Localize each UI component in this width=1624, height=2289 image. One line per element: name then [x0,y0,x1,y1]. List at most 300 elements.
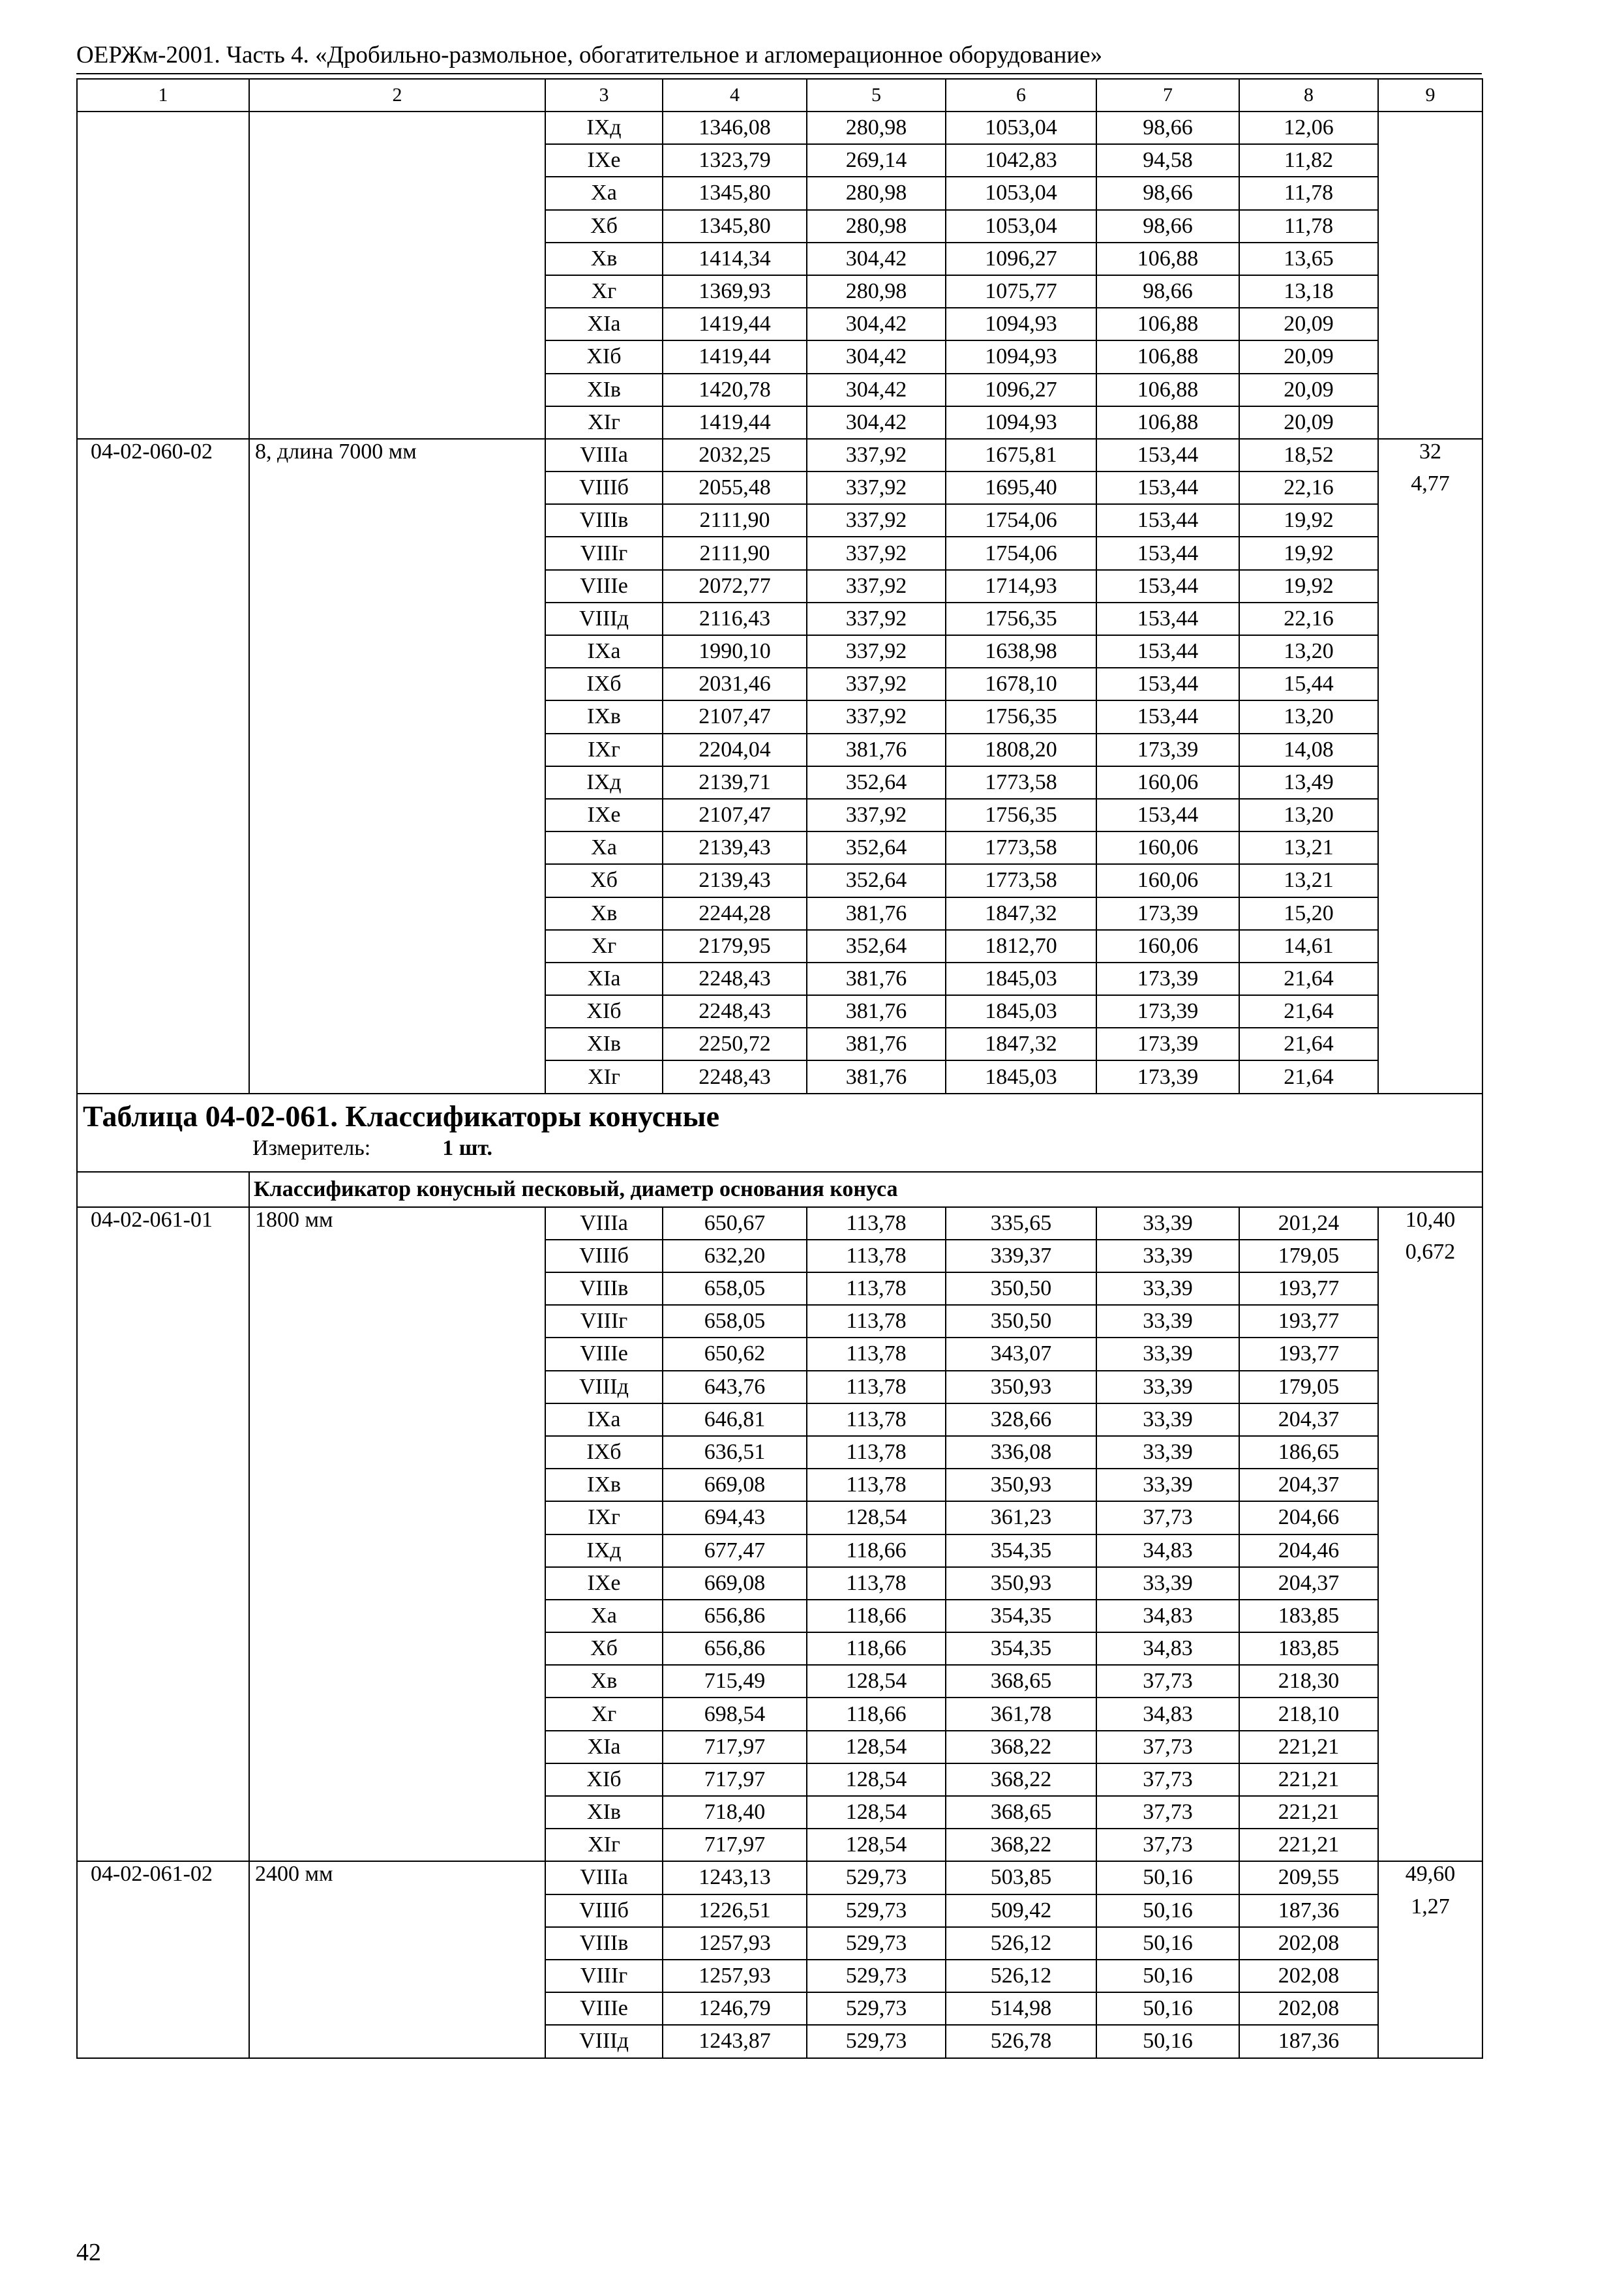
value-cell: 128,54 [807,1731,946,1763]
value-cell: 11,78 [1239,177,1378,209]
value-cell: 337,92 [807,635,946,668]
value-cell: 106,88 [1096,406,1239,439]
value-cell: 50,16 [1096,1861,1239,1894]
value-cell: 33,39 [1096,1240,1239,1272]
column9-empty [1378,1927,1482,1960]
value-cell: 526,12 [946,1927,1096,1960]
zone-cell: VIIIг [545,537,663,569]
zone-cell: Xб [545,864,663,897]
zone-cell: VIIIд [545,603,663,635]
value-cell: 2055,48 [663,471,807,504]
column9-empty [1378,1632,1482,1665]
value-cell: 1226,51 [663,1894,807,1927]
column9-empty [1378,1960,1482,1992]
value-cell: 1638,98 [946,635,1096,668]
subheading: Классификатор конусный песковый, диаметр основания конуса [249,1172,1482,1207]
value-cell: 173,39 [1096,963,1239,995]
value-cell: 1419,44 [663,308,807,340]
value-cell: 304,42 [807,243,946,275]
value-cell: 1845,03 [946,995,1096,1028]
column9-empty [1378,1992,1482,2025]
resource-table [76,78,1483,2059]
value-cell: 33,39 [1096,1403,1239,1436]
value-cell: 717,97 [663,1829,807,1861]
value-cell: 650,62 [663,1338,807,1370]
item-description: 2400 мм [249,1861,545,2057]
value-cell: 337,92 [807,799,946,831]
value-cell: 1678,10 [946,668,1096,700]
value-cell: 337,92 [807,668,946,700]
value-cell: 204,37 [1239,1403,1378,1436]
column9-empty [1378,210,1482,243]
zone-cell: IXв [545,1469,663,1501]
value-cell: 1754,06 [946,537,1096,569]
value-cell: 381,76 [807,897,946,930]
value-cell: 336,08 [946,1436,1096,1469]
value-cell: 717,97 [663,1731,807,1763]
column9-empty [1378,1600,1482,1632]
value-cell: 13,21 [1239,831,1378,864]
table-row [77,112,1482,144]
value-cell: 173,39 [1096,734,1239,766]
value-cell: 529,73 [807,1927,946,1960]
value-cell: 1773,58 [946,766,1096,799]
column9-empty [1378,1338,1482,1370]
value-cell: 160,06 [1096,831,1239,864]
value-cell: 21,64 [1239,995,1378,1028]
column9-empty [1378,963,1482,995]
column-number: 2 [249,79,545,112]
value-cell: 160,06 [1096,930,1239,963]
column9-empty [1378,1501,1482,1534]
value-cell: 50,16 [1096,1960,1239,1992]
value-cell: 1773,58 [946,864,1096,897]
column9-empty [1378,668,1482,700]
value-cell: 352,64 [807,831,946,864]
value-cell: 1847,32 [946,897,1096,930]
value-cell: 1096,27 [946,374,1096,406]
zone-cell: XIа [545,1731,663,1763]
zone-cell: IXе [545,1567,663,1600]
table-title: Таблица 04-02-061. Классификаторы конусные [83,1099,720,1133]
value-cell: 2248,43 [663,1060,807,1093]
value-cell: 354,35 [946,1534,1096,1567]
value-cell: 1257,93 [663,1927,807,1960]
value-cell: 1990,10 [663,635,807,668]
value-cell: 20,09 [1239,308,1378,340]
value-cell: 209,55 [1239,1861,1378,1894]
item-code: 04-02-061-01 [77,1207,249,1862]
value-cell: 33,39 [1096,1567,1239,1600]
value-cell: 361,78 [946,1698,1096,1730]
value-cell: 13,21 [1239,864,1378,897]
value-cell: 1756,35 [946,603,1096,635]
value-cell: 113,78 [807,1469,946,1501]
value-cell: 1094,93 [946,340,1096,373]
column9-value [1378,112,1482,144]
value-cell: 350,93 [946,1371,1096,1403]
zone-cell: VIIIе [545,1338,663,1370]
column9-value: 0,672 [1378,1240,1482,1272]
zone-cell: Xв [545,897,663,930]
zone-cell: Xв [545,243,663,275]
zone-cell: XIг [545,1829,663,1861]
value-cell: 13,20 [1239,700,1378,733]
zone-cell: VIIIб [545,1894,663,1927]
value-cell: 636,51 [663,1436,807,1469]
column9-empty [1378,374,1482,406]
zone-cell: VIIIв [545,504,663,537]
value-cell: 153,44 [1096,700,1239,733]
item-code: 04-02-060-02 [77,439,249,1094]
value-cell: 12,06 [1239,112,1378,144]
zone-cell: Xг [545,1698,663,1730]
column9-empty [1378,799,1482,831]
value-cell: 113,78 [807,1436,946,1469]
value-cell: 113,78 [807,1240,946,1272]
value-cell: 352,64 [807,766,946,799]
zone-cell: Xб [545,1632,663,1665]
value-cell: 221,21 [1239,1796,1378,1829]
value-cell: 106,88 [1096,340,1239,373]
value-cell: 503,85 [946,1861,1096,1894]
value-cell: 381,76 [807,963,946,995]
value-cell: 650,67 [663,1207,807,1240]
value-cell: 352,64 [807,930,946,963]
zone-cell: XIа [545,963,663,995]
value-cell: 335,65 [946,1207,1096,1240]
value-cell: 304,42 [807,374,946,406]
column9-empty [1378,766,1482,799]
column9-value [1378,144,1482,177]
zone-cell: VIIIв [545,1272,663,1305]
zone-cell: VIIIа [545,1861,663,1894]
value-cell: 106,88 [1096,243,1239,275]
value-cell: 1257,93 [663,1960,807,1992]
column9-empty [1378,930,1482,963]
value-cell: 128,54 [807,1665,946,1698]
value-cell: 98,66 [1096,275,1239,308]
unit-line [83,1135,1477,1162]
value-cell: 656,86 [663,1600,807,1632]
value-cell: 350,50 [946,1305,1096,1338]
value-cell: 193,77 [1239,1272,1378,1305]
value-cell: 33,39 [1096,1272,1239,1305]
column9-empty [1378,2025,1482,2057]
column-number: 3 [545,79,663,112]
value-cell: 280,98 [807,112,946,144]
zone-cell: Xв [545,1665,663,1698]
item-description: 1800 мм [249,1207,545,1862]
column9-empty [1378,1272,1482,1305]
value-cell: 1246,79 [663,1992,807,2025]
value-cell: 1345,80 [663,177,807,209]
zone-cell: VIIIв [545,1927,663,1960]
value-cell: 2179,95 [663,930,807,963]
value-cell: 113,78 [807,1371,946,1403]
value-cell: 20,09 [1239,340,1378,373]
value-cell: 2107,47 [663,799,807,831]
value-cell: 106,88 [1096,308,1239,340]
zone-cell: Xа [545,831,663,864]
item-code [77,112,249,439]
value-cell: 526,78 [946,2025,1096,2057]
column-number: 1 [77,79,249,112]
value-cell: 2204,04 [663,734,807,766]
column9-empty [1378,635,1482,668]
value-cell: 1323,79 [663,144,807,177]
value-cell: 2111,90 [663,504,807,537]
value-cell: 1845,03 [946,1060,1096,1093]
value-cell: 218,30 [1239,1665,1378,1698]
value-cell: 337,92 [807,504,946,537]
column9-empty [1378,1060,1482,1093]
value-cell: 2248,43 [663,963,807,995]
zone-cell: XIб [545,1763,663,1796]
value-cell: 526,12 [946,1960,1096,1992]
value-cell: 187,36 [1239,1894,1378,1927]
column9-empty [1378,406,1482,439]
column9-value: 1,27 [1378,1894,1482,1927]
value-cell: 368,22 [946,1731,1096,1763]
value-cell: 337,92 [807,603,946,635]
value-cell: 350,93 [946,1567,1096,1600]
zone-cell: VIIIа [545,439,663,471]
value-cell: 368,22 [946,1829,1096,1861]
value-cell: 2139,43 [663,831,807,864]
value-cell: 204,46 [1239,1534,1378,1567]
value-cell: 354,35 [946,1632,1096,1665]
value-cell: 381,76 [807,1028,946,1060]
value-cell: 14,08 [1239,734,1378,766]
value-cell: 2031,46 [663,668,807,700]
table-row [77,1861,1482,1894]
value-cell: 19,92 [1239,537,1378,569]
value-cell: 22,16 [1239,603,1378,635]
value-cell: 160,06 [1096,864,1239,897]
value-cell: 22,16 [1239,471,1378,504]
value-cell: 98,66 [1096,112,1239,144]
header-rule [76,73,1482,74]
column9-empty [1378,1028,1482,1060]
column9-value: 32 [1378,439,1482,471]
value-cell: 113,78 [807,1567,946,1600]
column9-empty [1378,1534,1482,1567]
value-cell: 173,39 [1096,1060,1239,1093]
value-cell: 2107,47 [663,700,807,733]
zone-cell: VIIIе [545,570,663,603]
column-number: 4 [663,79,807,112]
value-cell: 37,73 [1096,1829,1239,1861]
value-cell: 128,54 [807,1829,946,1861]
value-cell: 221,21 [1239,1731,1378,1763]
zone-cell: Xг [545,930,663,963]
value-cell: 221,21 [1239,1829,1378,1861]
value-cell: 2032,25 [663,439,807,471]
value-cell: 19,92 [1239,504,1378,537]
value-cell: 33,39 [1096,1371,1239,1403]
value-cell: 1053,04 [946,177,1096,209]
column-number-row [77,79,1482,112]
value-cell: 13,20 [1239,799,1378,831]
column9-empty [1378,1305,1482,1338]
value-cell: 658,05 [663,1272,807,1305]
value-cell: 106,88 [1096,374,1239,406]
column9-empty [1378,700,1482,733]
zone-cell: IXг [545,734,663,766]
value-cell: 1847,32 [946,1028,1096,1060]
item-code: 04-02-061-02 [77,1861,249,2057]
value-cell: 15,44 [1239,668,1378,700]
zone-cell: Xа [545,177,663,209]
value-cell: 183,85 [1239,1632,1378,1665]
column-number: 7 [1096,79,1239,112]
value-cell: 304,42 [807,406,946,439]
zone-cell: Xг [545,275,663,308]
value-cell: 337,92 [807,439,946,471]
zone-cell: IXа [545,635,663,668]
value-cell: 1346,08 [663,112,807,144]
column-number: 8 [1239,79,1378,112]
value-cell: 118,66 [807,1698,946,1730]
value-cell: 34,83 [1096,1632,1239,1665]
value-cell: 153,44 [1096,504,1239,537]
column9-empty [1378,1763,1482,1796]
value-cell: 173,39 [1096,897,1239,930]
value-cell: 153,44 [1096,537,1239,569]
value-cell: 179,05 [1239,1371,1378,1403]
value-cell: 280,98 [807,210,946,243]
value-cell: 13,49 [1239,766,1378,799]
zone-cell: VIIIд [545,2025,663,2057]
value-cell: 656,86 [663,1632,807,1665]
value-cell: 1808,20 [946,734,1096,766]
value-cell: 50,16 [1096,1927,1239,1960]
column9-empty [1378,603,1482,635]
zone-cell: XIв [545,1796,663,1829]
value-cell: 1754,06 [946,504,1096,537]
column-number: 6 [946,79,1096,112]
value-cell: 381,76 [807,1060,946,1093]
value-cell: 1053,04 [946,210,1096,243]
column9-empty [1378,897,1482,930]
zone-cell: VIIIа [545,1207,663,1240]
value-cell: 113,78 [807,1207,946,1240]
value-cell: 368,65 [946,1796,1096,1829]
value-cell: 11,82 [1239,144,1378,177]
column9-empty [1378,831,1482,864]
value-cell: 646,81 [663,1403,807,1436]
value-cell: 350,50 [946,1272,1096,1305]
column9-empty [1378,1403,1482,1436]
value-cell: 118,66 [807,1600,946,1632]
zone-cell: VIIIб [545,1240,663,1272]
value-cell: 328,66 [946,1403,1096,1436]
value-cell: 669,08 [663,1567,807,1600]
value-cell: 715,49 [663,1665,807,1698]
value-cell: 694,43 [663,1501,807,1534]
value-cell: 1714,93 [946,570,1096,603]
value-cell: 37,73 [1096,1501,1239,1534]
value-cell: 2111,90 [663,537,807,569]
zone-cell: IXв [545,700,663,733]
zone-cell: IXд [545,1534,663,1567]
column9-empty [1378,504,1482,537]
value-cell: 98,66 [1096,177,1239,209]
value-cell: 304,42 [807,308,946,340]
value-cell: 33,39 [1096,1207,1239,1240]
value-cell: 337,92 [807,537,946,569]
zone-cell: IXд [545,766,663,799]
column9-empty [1378,734,1482,766]
zone-cell: XIа [545,308,663,340]
value-cell: 94,58 [1096,144,1239,177]
value-cell: 269,14 [807,144,946,177]
zone-cell: IXб [545,668,663,700]
value-cell: 193,77 [1239,1305,1378,1338]
value-cell: 350,93 [946,1469,1096,1501]
value-cell: 1695,40 [946,471,1096,504]
value-cell: 677,47 [663,1534,807,1567]
value-cell: 381,76 [807,734,946,766]
value-cell: 160,06 [1096,766,1239,799]
value-cell: 179,05 [1239,1240,1378,1272]
value-cell: 1773,58 [946,831,1096,864]
value-cell: 529,73 [807,2025,946,2057]
value-cell: 221,21 [1239,1763,1378,1796]
value-cell: 1419,44 [663,406,807,439]
value-cell: 118,66 [807,1632,946,1665]
zone-cell: XIб [545,995,663,1028]
value-cell: 34,83 [1096,1600,1239,1632]
column9-empty [1378,1829,1482,1861]
value-cell: 337,92 [807,471,946,504]
value-cell: 33,39 [1096,1436,1239,1469]
value-cell: 33,39 [1096,1469,1239,1501]
value-cell: 153,44 [1096,439,1239,471]
zone-cell: VIIIд [545,1371,663,1403]
value-cell: 13,18 [1239,275,1378,308]
value-cell: 718,40 [663,1796,807,1829]
value-cell: 304,42 [807,340,946,373]
value-cell: 339,37 [946,1240,1096,1272]
value-cell: 1756,35 [946,799,1096,831]
value-cell: 658,05 [663,1305,807,1338]
value-cell: 15,20 [1239,897,1378,930]
value-cell: 187,36 [1239,2025,1378,2057]
value-cell: 50,16 [1096,2025,1239,2057]
item-description [249,112,545,439]
value-cell: 1075,77 [946,275,1096,308]
value-cell: 37,73 [1096,1763,1239,1796]
value-cell: 118,66 [807,1534,946,1567]
value-cell: 153,44 [1096,570,1239,603]
zone-cell: Xб [545,210,663,243]
value-cell: 2250,72 [663,1028,807,1060]
zone-cell: VIIIб [545,471,663,504]
item-description: 8, длина 7000 мм [249,439,545,1094]
page-header: ОЕРЖм-2001. Часть 4. «Дробильно-размольное, обогатительное и агломерационное оборудование» [76,42,1103,68]
table-title-cell [77,1094,1482,1172]
value-cell: 183,85 [1239,1600,1378,1632]
value-cell: 21,64 [1239,1060,1378,1093]
value-cell: 34,83 [1096,1698,1239,1730]
value-cell: 643,76 [663,1371,807,1403]
subheading-blank [77,1172,249,1207]
value-cell: 37,73 [1096,1731,1239,1763]
zone-cell: IXа [545,1403,663,1436]
value-cell: 193,77 [1239,1338,1378,1370]
